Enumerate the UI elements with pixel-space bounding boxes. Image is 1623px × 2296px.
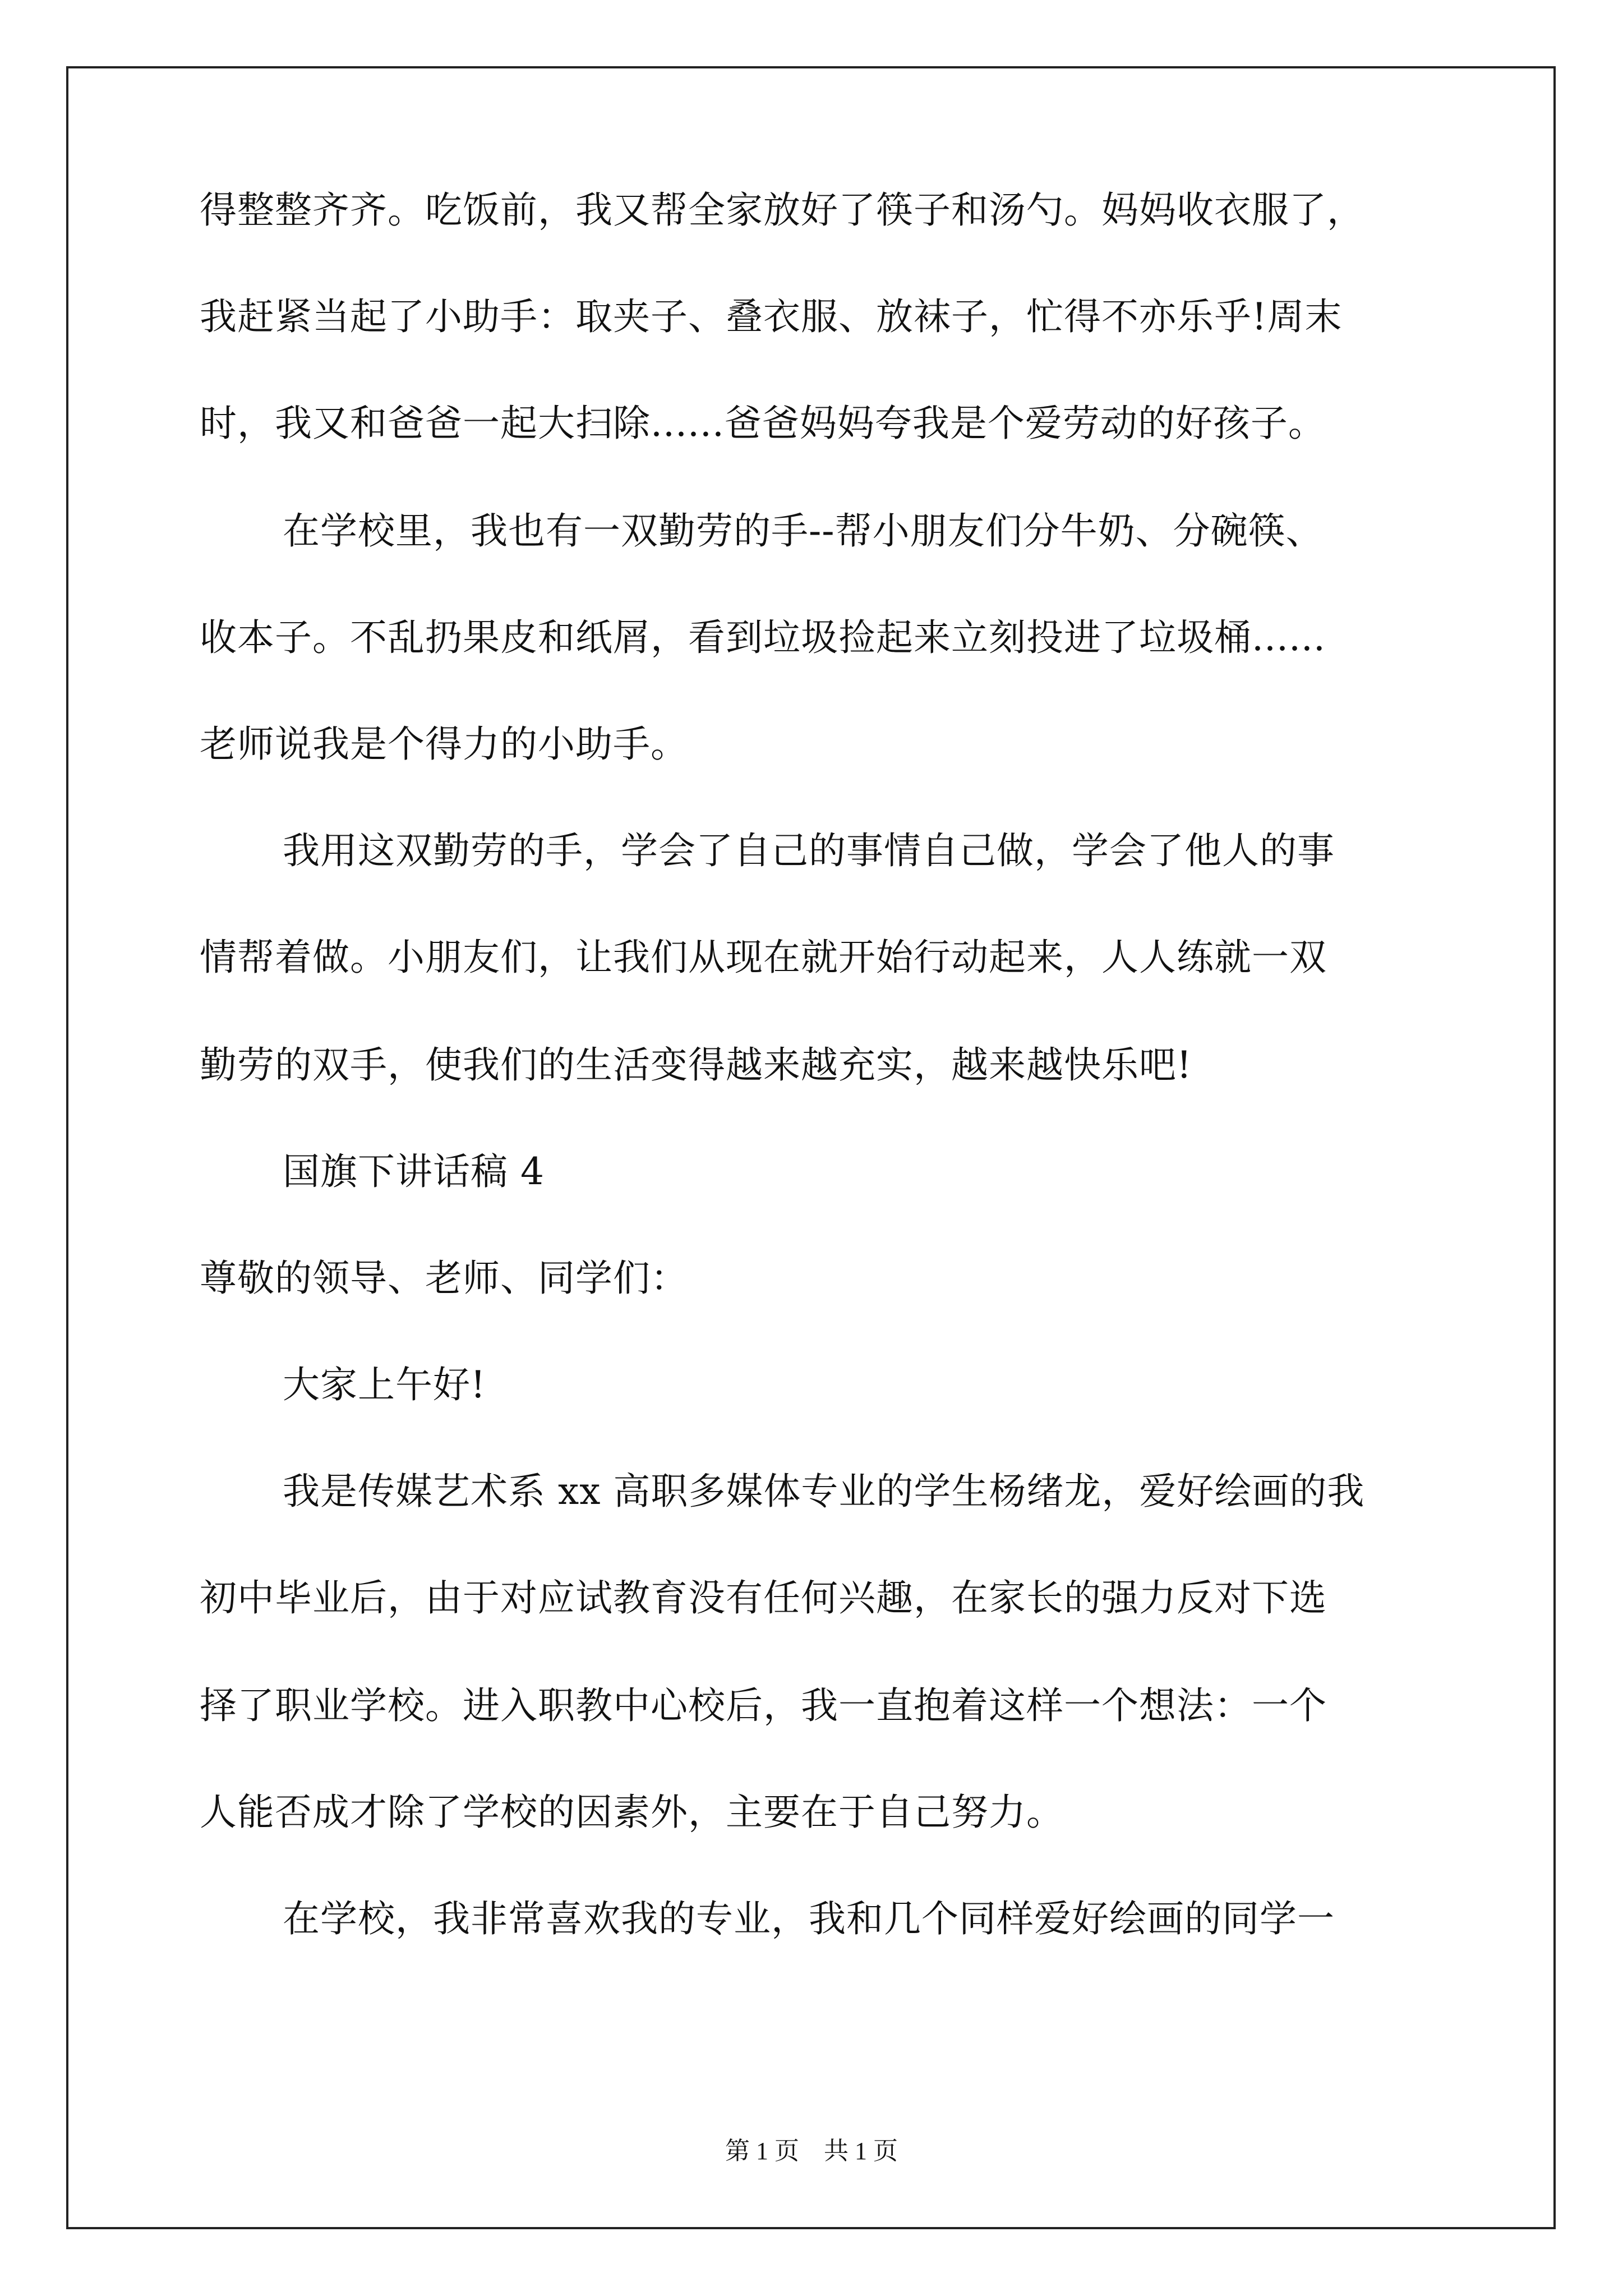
section-title: 国旗下讲话稿 4	[283, 1150, 545, 1193]
text-line: 初中毕业后，由于对应试教育没有任何兴趣，在家长的强力反对下选	[200, 1576, 1327, 1619]
text-line: 时，我又和爸爸一起大扫除......爸爸妈妈夸我是个爱劳动的好孩子。	[200, 402, 1326, 445]
text-line: 人能否成才除了学校的因素外，主要在于自己努力。	[200, 1791, 1064, 1834]
page-number-footer: 第 1 页 共 1 页	[725, 2137, 898, 2165]
paragraph-start-line: 在学校，我非常喜欢我的专业，我和几个同样爱好绘画的同学一	[283, 1897, 1335, 1940]
text-line: 勤劳的双手，使我们的生活变得越来越充实，越来越快乐吧!	[200, 1043, 1192, 1087]
paragraph-start-line: 我是传媒艺术系 xx 高职多媒体专业的学生杨绪龙，爱好绘画的我	[283, 1470, 1365, 1513]
text-line: 我赶紧当起了小助手：取夹子、叠衣服、放袜子，忙得不亦乐乎!周末	[200, 295, 1343, 338]
text-line: 择了职业学校。进入职教中心校后，我一直抱着这样一个想法：一个	[200, 1684, 1327, 1727]
greeting: 大家上午好!	[283, 1363, 486, 1406]
text-line: 得整整齐齐。吃饭前，我又帮全家放好了筷子和汤勺。妈妈收衣服了，	[200, 188, 1364, 232]
paragraph-start-line: 我用这双勤劳的手，学会了自己的事情自己做，学会了他人的事	[283, 829, 1335, 872]
text-line: 收本子。不乱扔果皮和纸屑，看到垃圾捡起来立刻投进了垃圾桶......	[200, 616, 1326, 659]
text-line: 情帮着做。小朋友们，让我们从现在就开始行动起来，人人练就一双	[200, 936, 1327, 979]
paragraph-start-line: 在学校里，我也有一双勤劳的手--帮小朋友们分牛奶、分碗筷、	[283, 509, 1324, 553]
salutation: 尊敬的领导、老师、同学们：	[200, 1257, 688, 1300]
text-line: 老师说我是个得力的小助手。	[200, 723, 688, 766]
